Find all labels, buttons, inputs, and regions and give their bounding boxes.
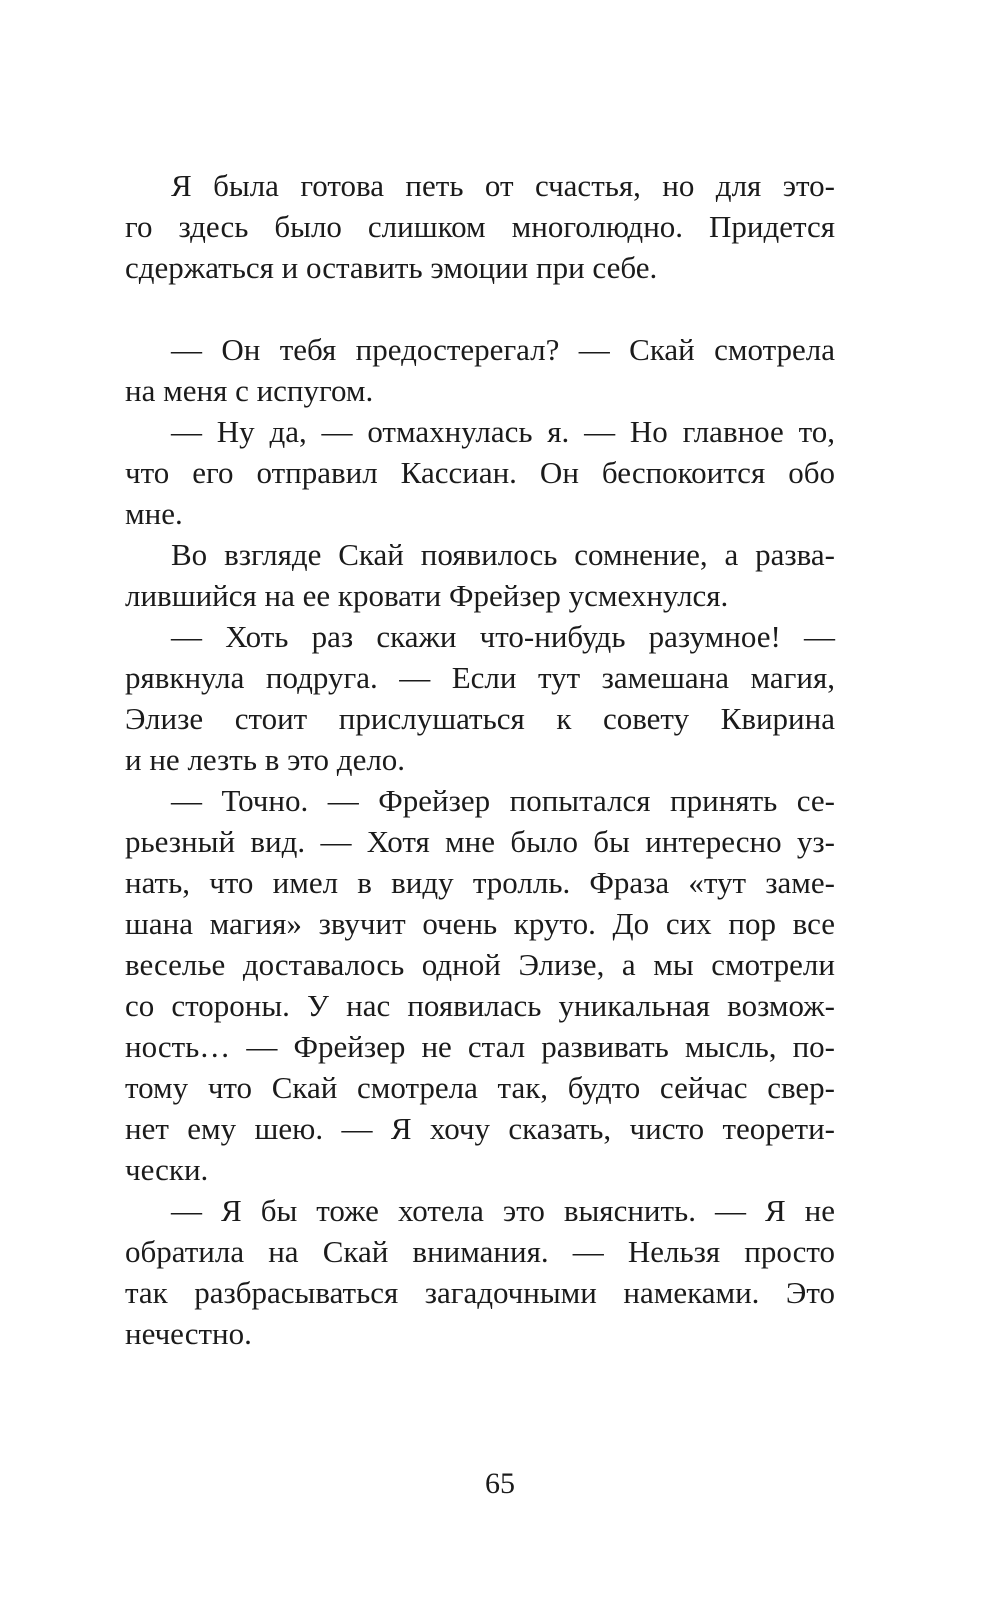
text-line: нечестно. [125, 1316, 252, 1351]
text-line: го здесь было слишком многолюдно. Придется [125, 209, 835, 244]
page-number: 65 [485, 1467, 515, 1500]
text-line: так разбрасываться загадочными намеками. Это [125, 1275, 835, 1310]
text-line: мне. [125, 496, 183, 531]
text-line: обратила на Скай внимания. — Нельзя просто [125, 1234, 835, 1269]
text-line: со стороны. У нас появилась уникальная возмож- [125, 988, 835, 1023]
text-line: Во взгляде Скай появилось сомнение, а разва- [171, 537, 835, 572]
text-line: — Ну да, — отмахнулась я. — Но главное то, [171, 414, 835, 449]
text-line: нать, что имел в виду тролль. Фраза «тут заме- [125, 865, 835, 900]
text-line: лившийся на ее кровати Фрейзер усмехнулся. [125, 578, 729, 613]
text-line: на меня с испугом. [125, 373, 374, 408]
text-line: — Я бы тоже хотела это выяснить. — Я не [171, 1193, 835, 1228]
text-line: — Он тебя предостерегал? — Скай смотрела [171, 332, 835, 367]
text-line: шана магия» звучит очень круто. До сих пор все [125, 906, 835, 941]
text-line: — Точно. — Фрейзер попытался принять се- [171, 783, 835, 818]
text-line: ность… — Фрейзер не стал развивать мысль, по- [125, 1029, 835, 1064]
text-line: и не лезть в это дело. [125, 742, 406, 777]
text-line: сдержаться и оставить эмоции при себе. [125, 250, 658, 285]
text-line: веселье доставалось одной Элизе, а мы смотрели [125, 947, 835, 982]
text-line: тому что Скай смотрела так, будто сейчас свер- [125, 1070, 835, 1105]
text-line: нет ему шею. — Я хочу сказать, чисто теорети- [125, 1111, 835, 1146]
text-line: Я была готова петь от счастья, но для это- [171, 168, 835, 203]
text-line: что его отправил Кассиан. Он беспокоится обо [125, 455, 835, 490]
text-line: Элизе стоит прислушаться к совету Квирина [125, 701, 835, 736]
text-line: чески. [125, 1152, 209, 1187]
text-line: рьезный вид. — Хотя мне было бы интересно уз- [125, 824, 835, 859]
text-line: рявкнула подруга. — Если тут замешана магия, [125, 660, 835, 695]
text-line: — Хоть раз скажи что-нибудь разумное! — [171, 619, 835, 654]
